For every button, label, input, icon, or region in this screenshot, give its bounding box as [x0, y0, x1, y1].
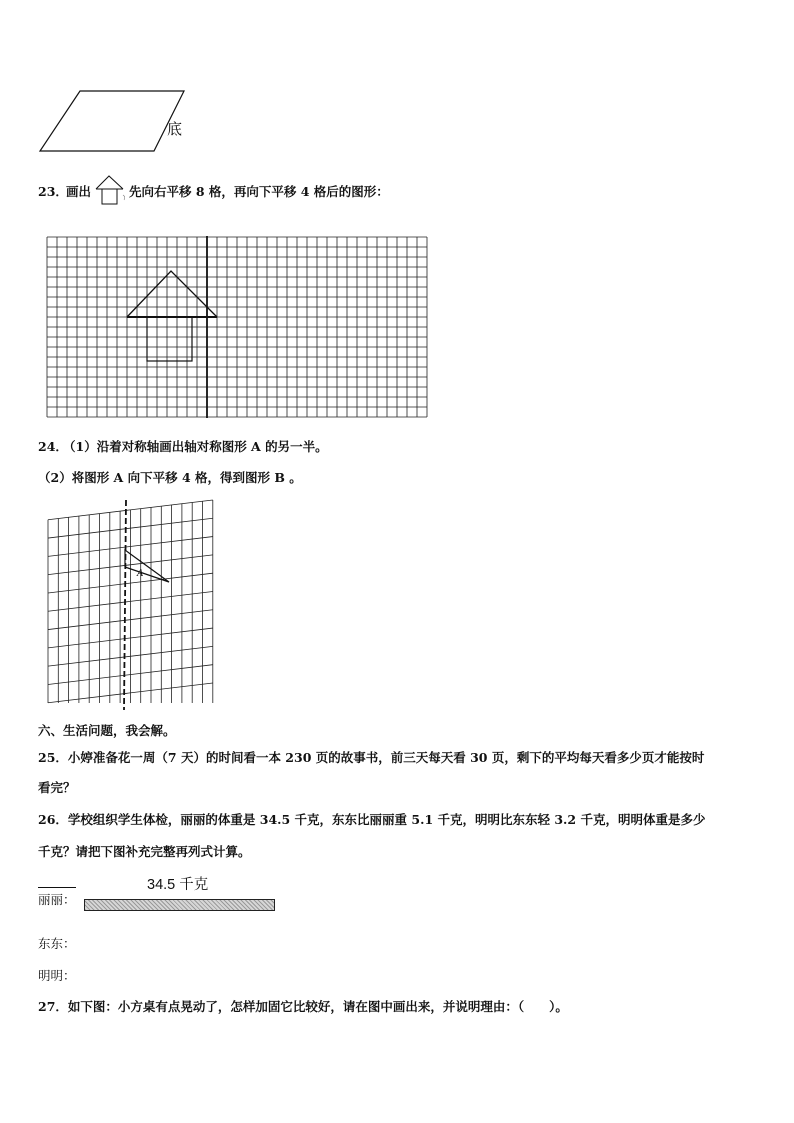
q24-grid [46, 500, 216, 712]
house-body [147, 317, 192, 361]
q24-part2: （2）将图形 A 向下平移 4 格，得到图形 B 。 [38, 470, 302, 485]
q23-grid [45, 236, 429, 418]
parallelogram-base-label: 底 [167, 120, 183, 138]
q24-number: 24． [38, 439, 68, 454]
q24-shape-label: A [137, 569, 144, 579]
q25-line2: 看完？ [38, 780, 76, 795]
lili-bar-label: 34.5 千克 [147, 877, 209, 893]
q26-line2: 千克？请把下图补充完整再列式计算。 [38, 844, 251, 859]
shape-a-half [125, 550, 169, 582]
parallelogram-figure [38, 88, 188, 154]
lili-label: 丽丽： [38, 892, 76, 907]
house-roof [127, 271, 217, 317]
q23-text-pre: 画出 [66, 184, 92, 199]
q25-line1: 25．小婷准备花一周（7 天）的时间看一本 230 页的故事书，前三天每天看 30 页，剩下的平均每天看多少页才能按时 [38, 750, 705, 765]
lili-underline [38, 887, 76, 888]
q24-part1: （1）沿着对称轴画出轴对称图形 A 的另一半。 [63, 439, 328, 454]
q26-line1: 26．学校组织学生体检，丽丽的体重是 34.5 千克，东东比丽丽重 5.1 千克，明明比东东轻 3.2 千克，明明体重是多少 [38, 812, 706, 827]
q23-number: 23． [38, 184, 68, 199]
mingming-label: 明明： [38, 968, 76, 983]
q23-text-post: 先向右平移 8 格，再向下平移 4 格后的图形： [129, 184, 389, 199]
section-6-title: 六、生活问题，我会解。 [38, 723, 176, 738]
symmetry-axis [124, 500, 126, 710]
dongdong-label: 东东： [38, 936, 76, 951]
lili-weight-bar [84, 899, 275, 911]
q27-text: 27．如下图：小方桌有点晃动了，怎样加固它比较好，请在图中画出来，并说明理由：（ ）。 [38, 999, 568, 1014]
house-icon [93, 173, 131, 207]
